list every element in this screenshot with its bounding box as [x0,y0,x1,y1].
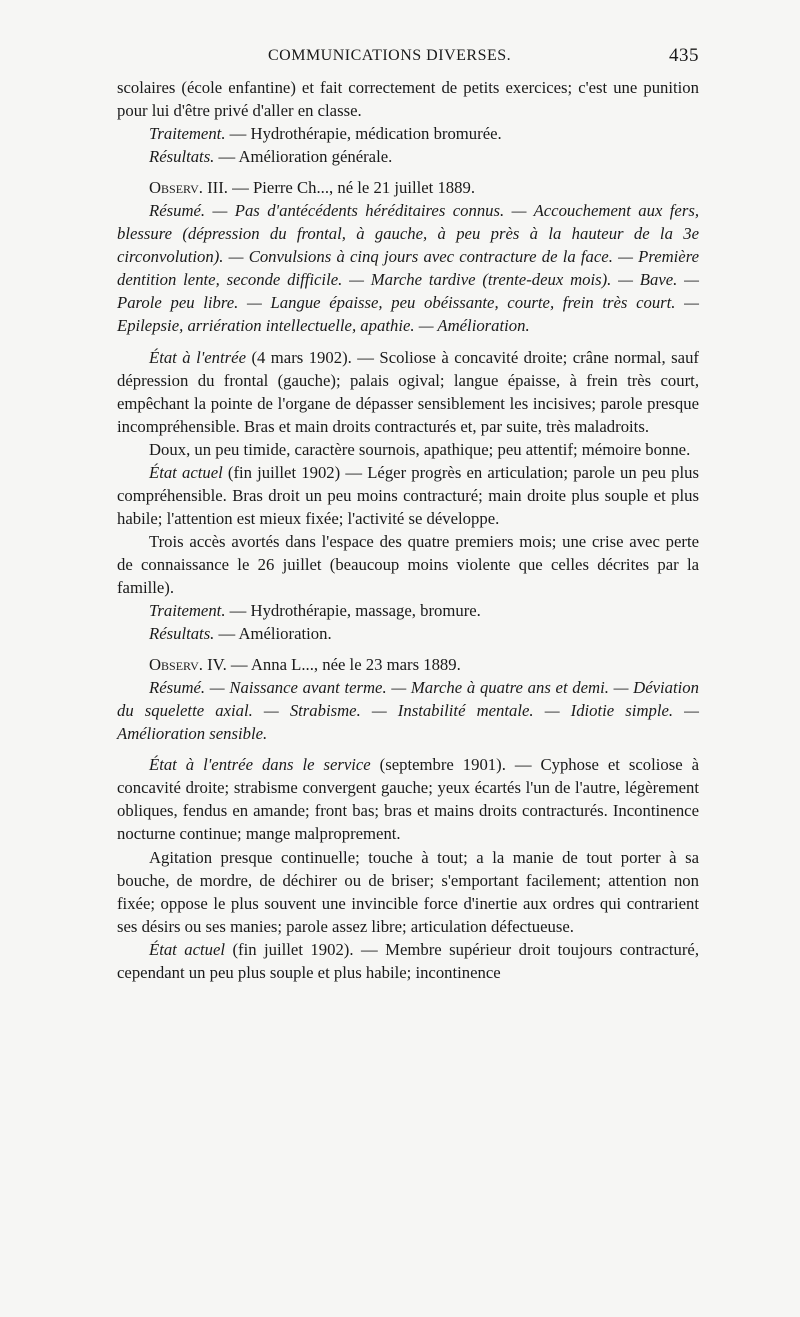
paragraph-p1 [117,76,699,122]
text-run: Observ. [149,178,203,198]
text-run: État à l'entrée dans le service [149,755,371,775]
paragraph-gap [117,645,699,653]
text-run: (4 mars 1902). — Scoliose à concavité droite; crâne normal, sauf dépression du frontal (gauche); palais ogival; langue épaisse, à frein très court, empêchant la pointe de l'organe de dépasser sensiblement les incisives; parole presque incompréhensible. Bras et main droits contracturés et, par suite, très maladroits. [117,347,699,436]
paragraph-p4 [117,176,699,199]
text-run: État à l'entrée [149,347,246,367]
text-run: — Hydrothérapie, massage, bromure. [225,601,481,621]
paragraph-p14 [117,753,699,845]
text-run: Observ. [149,655,203,675]
paragraph-p3 [117,145,699,168]
page-header [117,40,699,70]
page-number: 435 [669,45,699,66]
paragraph-p10 [117,599,699,622]
paragraph-p15 [117,846,699,938]
text-run: Doux, un peu timide, caractère sournois, apathique; peu attentif; mémoire bonne. [149,439,691,459]
text-run: III. — Pierre Ch..., né le 21 juillet 1889. [202,178,475,198]
paragraph-p2 [117,122,699,145]
text-run: Traitement. [149,601,226,621]
paragraph-p7 [117,438,699,461]
text-run: — Hydrothérapie, médication bromurée. [225,124,502,144]
text-run: Trois accès avortés dans l'espace des quatre premiers mois; une crise avec perte de connaissance le 26 juillet (beaucoup moins violente que celles décrites par la famille). [117,531,699,597]
text-run: État actuel [149,939,226,959]
text-run: — Amélioration générale. [214,147,393,167]
running-head: COMMUNICATIONS DIVERSES. [268,47,512,64]
paragraph-p9 [117,530,699,599]
text-run: Traitement. [149,124,226,144]
text-run: Résumé. — Pas d'antécédents héréditaires connus. — Accouchement aux fers, blessure (dépression du frontal, à gauche, à peu près à la hauteur de la 3e circonvolution). — Convulsions à cinq jours avec contracture de la face. — Première dentition lente, seconde difficile. — Marche tardive (trente-deux mois). — Bave. — Parole peu libre. — Langue épaisse, peu obéissante, courte, frein très court. — Epilepsie, arriération intellectuelle, apathie. — Amélioration. [117,201,699,336]
text-run: État actuel [149,462,223,482]
paragraph-p13 [117,676,699,745]
paragraph-p11 [117,622,699,645]
paragraph-p5 [117,199,699,337]
paragraph-p12 [117,653,699,676]
text-run: Résumé. — Naissance avant terme. — Marche à quatre ans et demi. — Déviation du squelette axial. — Strabisme. — Instabilité mentale. — Idiotie simple. — Amélioration sensible. [117,678,699,744]
text-run: (septembre 1901). — Cyphose et scoliose à concavité droite; strabisme convergent gauche; yeux écartés l'un de l'autre, légèrement obliques, fendus en amande; front bas; bras et mains droits contracturés. Incontinence nocturne continue; mange malproprement. [117,755,699,844]
paragraph-p8 [117,461,699,530]
paragraph-gap [117,338,699,346]
paragraph-gap [117,745,699,753]
text-run: Agitation presque continuelle; touche à tout; a la manie de tout porter à sa bouche, de mordre, de déchirer ou de briser; s'emportant facilement; attention non fixée; oppose le plus souvent une invincible force d'inertie aux ordres qui contrarient ses désirs ou ses manies; parole assez libre; articulation défectueuse. [117,847,699,936]
text-run: scolaires (école enfantine) et fait correctement de petits exercices; c'est une punition pour lui d'être privé d'aller en classe. [117,78,699,121]
paragraph-p16 [117,938,699,984]
text-run: — Amélioration. [214,624,332,644]
text-run: (fin juillet 1902). — Membre supérieur droit toujours contracturé, cependant un peu plus souple et plus habile; incontinence [117,939,699,982]
paragraph-p6 [117,346,699,438]
text-run: Résultats. [149,624,215,644]
text-run: IV. — Anna L..., née le 23 mars 1889. [202,655,461,675]
text-run: Résultats. [149,147,215,167]
text-run: (fin juillet 1902) — Léger progrès en articulation; parole un peu plus compréhensible. Bras droit un peu moins contracturé; main droite plus souple et plus habile; l'attention est mieux fixée; l'activité se développe. [117,462,699,528]
body-text [117,76,699,984]
paragraph-gap [117,168,699,176]
